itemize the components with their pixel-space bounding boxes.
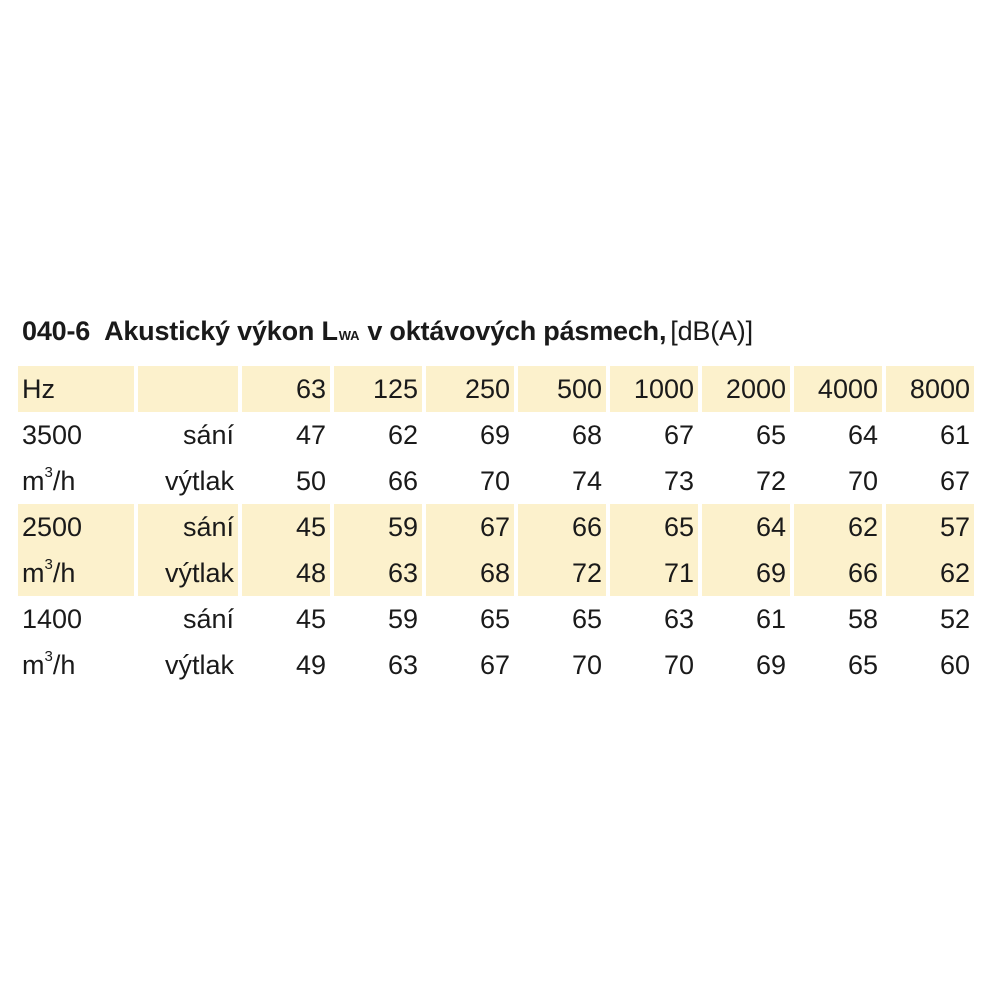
- freq-header: 250: [426, 366, 514, 412]
- table-cell: 63: [334, 550, 422, 596]
- table-cell: 59: [387, 604, 418, 634]
- table-cell: 65: [571, 604, 602, 634]
- table-cell: 65: [847, 650, 878, 680]
- table-cell: 64: [847, 420, 878, 450]
- table-cell: 45: [295, 604, 326, 634]
- flow-unit: $m^3/h$: [22, 464, 76, 496]
- table-cell: 65: [610, 504, 698, 550]
- table-cell: 69: [755, 650, 786, 680]
- table-cell: 48: [242, 550, 330, 596]
- flow-unit: $m^3/h$: [18, 550, 134, 596]
- title-subscript: WA: [338, 328, 360, 343]
- table-cell: 62: [794, 504, 882, 550]
- freq-header: 2000: [702, 366, 790, 412]
- flow-unit: $m^3/h$: [22, 648, 76, 680]
- table-cell: 58: [847, 604, 878, 634]
- table-cell: 66: [387, 466, 418, 496]
- table-cell: 69: [479, 420, 510, 450]
- flow-value: 2500: [18, 504, 134, 550]
- table-cell: 63: [663, 604, 694, 634]
- table-cell: 66: [518, 504, 606, 550]
- table-cell: 70: [571, 650, 602, 680]
- table-cell: 45: [242, 504, 330, 550]
- table-row: [18, 550, 974, 596]
- freq-header: 500: [518, 366, 606, 412]
- header-spacer: [138, 366, 238, 412]
- table-cell: 65: [755, 420, 786, 450]
- acoustic-power-table: [14, 366, 978, 688]
- table-cell: 62: [886, 550, 974, 596]
- table-cell: 67: [479, 650, 510, 680]
- freq-header: 8000: [886, 366, 974, 412]
- table-cell: 67: [939, 466, 970, 496]
- table-cell: 66: [794, 550, 882, 596]
- freq-header: 1000: [610, 366, 698, 412]
- table-row: [18, 458, 974, 504]
- table-cell: 60: [939, 650, 970, 680]
- table-cell: 61: [939, 420, 970, 450]
- table-cell: 59: [334, 504, 422, 550]
- title-unit: [dB(A)]: [670, 316, 753, 346]
- table-row: [18, 596, 974, 642]
- table-cell: 69: [702, 550, 790, 596]
- exhaust-label: výtlak: [164, 650, 234, 680]
- table-cell: 64: [702, 504, 790, 550]
- table-cell: 73: [663, 466, 694, 496]
- title-rest: v oktávových pásmech,: [367, 316, 667, 346]
- flow-value: 3500: [22, 420, 83, 450]
- table-cell: 72: [755, 466, 786, 496]
- table-cell: 61: [755, 604, 786, 634]
- table-cell: 70: [663, 650, 694, 680]
- table-cell: 52: [939, 604, 970, 634]
- table-cell: 67: [426, 504, 514, 550]
- table-title: [22, 316, 753, 347]
- table-cell: 62: [387, 420, 418, 450]
- frequency-header-row: [18, 366, 974, 412]
- table-cell: 72: [518, 550, 606, 596]
- hz-label: Hz: [18, 366, 134, 412]
- table-row: [18, 642, 974, 688]
- intake-label: sání: [182, 420, 234, 450]
- table-cell: 57: [886, 504, 974, 550]
- table-cell: 67: [663, 420, 694, 450]
- intake-label: sání: [182, 604, 234, 634]
- table-cell: 70: [479, 466, 510, 496]
- exhaust-label: výtlak: [164, 466, 234, 496]
- table-cell: 47: [295, 420, 326, 450]
- table-cell: 68: [426, 550, 514, 596]
- table-row: [18, 504, 974, 550]
- table-cell: 50: [295, 466, 326, 496]
- flow-value: 1400: [22, 604, 83, 634]
- freq-header: 63: [242, 366, 330, 412]
- table-cell: 68: [571, 420, 602, 450]
- table-cell: 63: [387, 650, 418, 680]
- model-code: 040-6: [22, 316, 91, 346]
- table-cell: 71: [610, 550, 698, 596]
- freq-header: 4000: [794, 366, 882, 412]
- table-cell: 70: [847, 466, 878, 496]
- table-cell: 74: [571, 466, 602, 496]
- table-cell: 65: [479, 604, 510, 634]
- freq-header: 125: [334, 366, 422, 412]
- exhaust-label: výtlak: [138, 550, 238, 596]
- intake-label: sání: [138, 504, 238, 550]
- title-main: Akustický výkon L: [104, 316, 338, 346]
- table-cell: 49: [295, 650, 326, 680]
- table-row: [18, 412, 974, 458]
